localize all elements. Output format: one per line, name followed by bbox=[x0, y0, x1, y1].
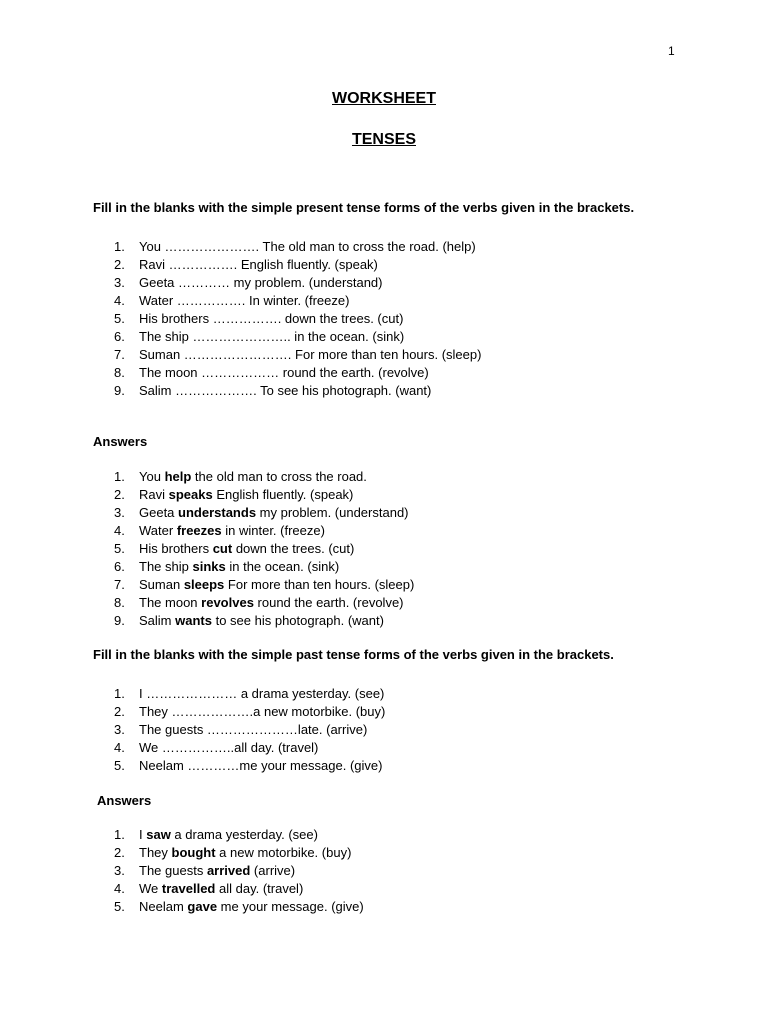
page-subtitle: TENSES bbox=[351, 131, 416, 148]
question-item: 6. The ship ………………….. in the ocean. (sink) bbox=[114, 329, 405, 344]
section2-answer-list bbox=[114, 826, 364, 916]
answer-item: 1. You help the old man to cross the road. bbox=[114, 469, 367, 484]
question-item: 9. Salim ………………. To see his photograph. (want) bbox=[114, 383, 432, 398]
section2-question-list bbox=[114, 685, 386, 775]
question-item: 4. Water ……………. In winter. (freeze) bbox=[114, 293, 350, 308]
answer-item: 6. The ship sinks in the ocean. (sink) bbox=[114, 559, 340, 574]
answer-item: 5. His brothers cut down the trees. (cut) bbox=[114, 541, 355, 556]
section1-answer-list bbox=[114, 468, 415, 630]
answer-item: 5. Neelam gave me your message. (give) bbox=[114, 899, 364, 914]
question-item: 2. They ……………….a new motorbike. (buy) bbox=[114, 704, 386, 719]
question-item: 8. The moon ……………… round the earth. (revolve) bbox=[114, 365, 429, 380]
answer-item: 1. I saw a drama yesterday. (see) bbox=[114, 827, 318, 842]
answer-verb: travelled bbox=[161, 881, 216, 896]
answer-verb: sleeps bbox=[183, 577, 225, 592]
answer-item: 4. We travelled all day. (travel) bbox=[114, 881, 304, 896]
page-number: 1 bbox=[668, 44, 675, 58]
answer-item: 9. Salim wants to see his photograph. (want) bbox=[114, 613, 384, 628]
section1-question-list bbox=[114, 238, 482, 400]
page-title: WORKSHEET bbox=[332, 90, 436, 107]
section1-answers-heading: Answers bbox=[93, 434, 148, 449]
question-item: 5. His brothers ……………. down the trees. (cut) bbox=[114, 311, 404, 326]
answer-item: 8. The moon revolves round the earth. (revolve) bbox=[114, 595, 404, 610]
answer-verb: bought bbox=[171, 845, 216, 860]
answer-verb: saw bbox=[146, 827, 171, 842]
question-item: 1. I ………………… a drama yesterday. (see) bbox=[114, 686, 385, 701]
section1-instruction: Fill in the blanks with the simple present tense forms of the verbs given in the brackets. bbox=[93, 200, 635, 215]
answer-verb: help bbox=[164, 469, 192, 484]
answer-verb: sinks bbox=[192, 559, 226, 574]
question-item: 3. Geeta ………… my problem. (understand) bbox=[114, 275, 383, 290]
answer-verb: speaks bbox=[168, 487, 213, 502]
section2-answers-heading: Answers bbox=[97, 793, 152, 808]
answer-verb: wants bbox=[175, 613, 212, 628]
question-item: 5. Neelam …………me your message. (give) bbox=[114, 758, 383, 773]
answer-item: 3. The guests arrived (arrive) bbox=[114, 863, 296, 878]
question-item: 2. Ravi ……………. English fluently. (speak) bbox=[114, 257, 378, 272]
answer-verb: cut bbox=[212, 541, 233, 556]
question-item: 3. The guests …………………late. (arrive) bbox=[114, 722, 368, 737]
answer-item: 7. Suman sleeps For more than ten hours. (sleep) bbox=[114, 577, 415, 592]
answer-item: 2. They bought a new motorbike. (buy) bbox=[114, 845, 352, 860]
answer-verb: arrived bbox=[206, 863, 251, 878]
answer-verb: understands bbox=[178, 505, 257, 520]
answer-verb: gave bbox=[187, 899, 218, 914]
question-item: 4. We ……………..all day. (travel) bbox=[114, 740, 319, 755]
answer-item: 2. Ravi speaks English fluently. (speak) bbox=[114, 487, 354, 502]
answer-item: 4. Water freezes in winter. (freeze) bbox=[114, 523, 325, 538]
question-item: 7. Suman ……………………. For more than ten hours. (sleep) bbox=[114, 347, 482, 362]
question-item: 1. You …………………. The old man to cross the road. (help) bbox=[114, 239, 476, 254]
answer-verb: freezes bbox=[176, 523, 222, 538]
section2-instruction: Fill in the blanks with the simple past tense forms of the verbs given in the brackets. bbox=[93, 647, 614, 662]
answer-verb: revolves bbox=[201, 595, 254, 610]
answer-item: 3. Geeta understands my problem. (understand) bbox=[114, 505, 409, 520]
